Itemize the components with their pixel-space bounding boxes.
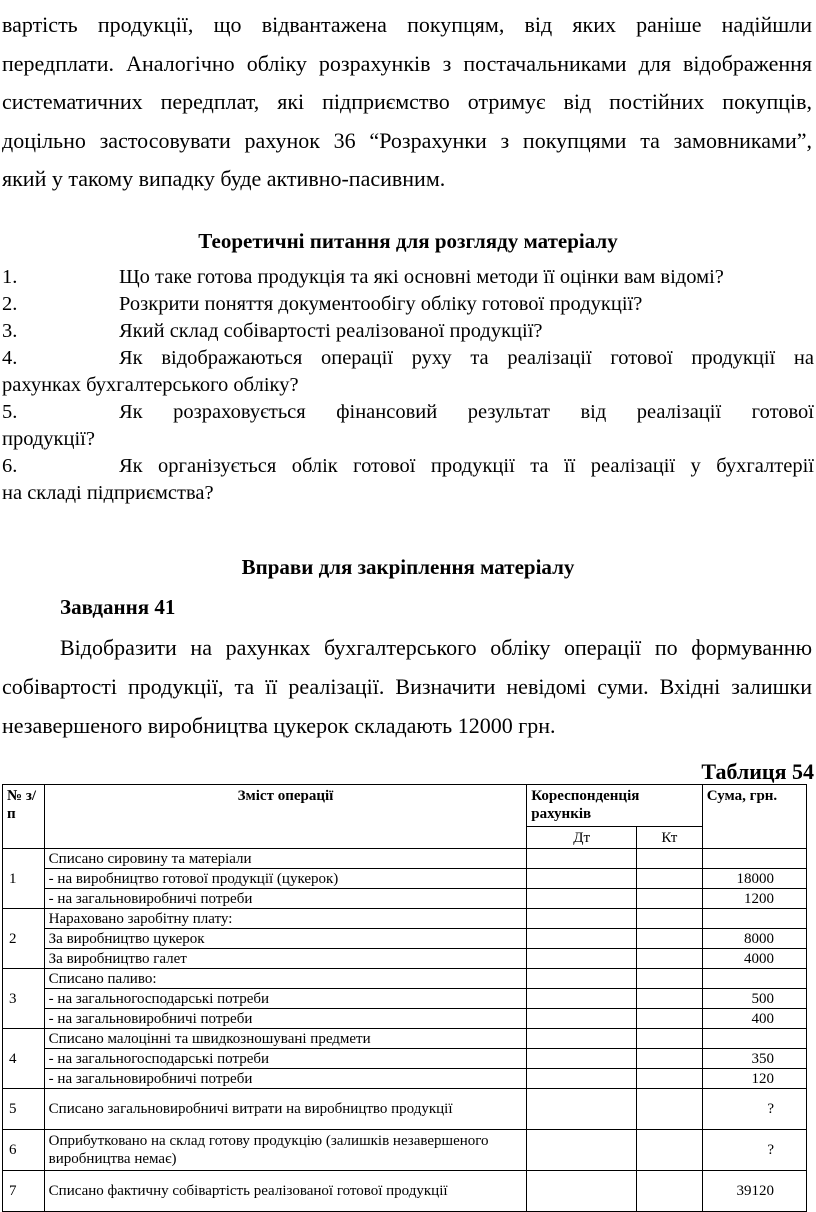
header-content: Зміст операції (44, 785, 527, 849)
sum-cell: 350 (702, 1049, 806, 1069)
task-title: Завдання 41 (60, 595, 176, 619)
table-header-row (3, 785, 807, 827)
question-list (2, 264, 814, 507)
intro-line: систематичних передплат, які підприємство отримує від постійних покупців, (2, 89, 812, 114)
table-row (3, 1049, 807, 1069)
table-row (3, 1009, 807, 1029)
operation-content: Нараховано заробітну плату: (44, 909, 527, 929)
debit-cell (527, 1069, 637, 1089)
task-paragraph (2, 628, 812, 745)
operation-content: - на загальновиробничі потреби (44, 1009, 527, 1029)
question-number: 2. (2, 293, 18, 315)
debit-cell (527, 1130, 637, 1171)
header-debit: Дт (527, 827, 637, 849)
debit-cell (527, 1089, 637, 1130)
table-row (3, 949, 807, 969)
intro-line: який у такому випадку буде активно-пасивним. (2, 166, 446, 191)
debit-cell (527, 1009, 637, 1029)
credit-cell (636, 989, 702, 1009)
debit-cell (527, 1029, 637, 1049)
operation-number: 5 (3, 1089, 45, 1130)
task-line: Відобразити на рахунках бухгалтерського обліку операції по формуванню (60, 635, 812, 660)
question-number: 3. (2, 320, 18, 342)
operation-content: Списано малоцінні та швидкозношувані предмети (44, 1029, 527, 1049)
credit-cell (636, 909, 702, 929)
table-caption: Таблиця 54 (701, 759, 814, 784)
table-row (3, 909, 807, 929)
question-item (2, 453, 814, 480)
operation-content: Списано сировину та матеріали (44, 849, 527, 869)
exercises-heading: Вправи для закріплення матеріалу (241, 555, 575, 579)
sum-cell: 500 (702, 989, 806, 1009)
operation-number: 1 (3, 849, 45, 909)
sum-cell: 400 (702, 1009, 806, 1029)
header-credit: Кт (636, 827, 702, 849)
header-number: № з/п (3, 785, 45, 849)
sum-cell: 4000 (702, 949, 806, 969)
table-row (3, 1029, 807, 1049)
credit-cell (636, 1069, 702, 1089)
debit-cell (527, 849, 637, 869)
question-item (2, 291, 814, 318)
credit-cell (636, 969, 702, 989)
operation-content: За виробництво цукерок (44, 929, 527, 949)
sum-cell: 120 (702, 1069, 806, 1089)
sum-cell: 39120 (702, 1171, 806, 1212)
operation-number: 6 (3, 1130, 45, 1171)
credit-cell (636, 1049, 702, 1069)
credit-cell (636, 1089, 702, 1130)
sum-cell (702, 909, 806, 929)
operation-content: - на загальновиробничі потреби (44, 889, 527, 909)
table-row (3, 889, 807, 909)
question-text: Як відображаються операції руху та реалізації готової продукції на (119, 347, 814, 369)
operation-content: - на виробництво готової продукції (цукерок) (44, 869, 527, 889)
debit-cell (527, 869, 637, 889)
operation-content: Списано паливо: (44, 969, 527, 989)
credit-cell (636, 1130, 702, 1171)
debit-cell (527, 1171, 637, 1212)
table-row (3, 849, 807, 869)
question-item (2, 345, 814, 372)
operation-number: 3 (3, 969, 45, 1029)
table-row (3, 869, 807, 889)
header-correspondence: Кореспонденція рахунків (527, 785, 702, 827)
table-row (3, 1089, 807, 1130)
task-line: незавершеного виробництва цукерок складають 12000 грн. (2, 713, 556, 738)
operation-content: Списано фактичну собівартість реалізованої готової продукції (44, 1171, 527, 1212)
operations-table (2, 784, 807, 1212)
question-item (2, 264, 814, 291)
question-item (2, 318, 814, 345)
question-number: 5. (2, 401, 18, 423)
operation-content: - на загальногосподарські потреби (44, 989, 527, 1009)
debit-cell (527, 949, 637, 969)
sum-cell: 18000 (702, 869, 806, 889)
debit-cell (527, 969, 637, 989)
debit-cell (527, 889, 637, 909)
sum-cell: ? (702, 1089, 806, 1130)
intro-line: доцільно застосовувати рахунок 36 “Розрахунки з покупцями та замовниками”, (2, 127, 812, 153)
intro-line: передплати. Аналогічно обліку розрахунків з постачальниками для відображення (2, 50, 812, 76)
question-text: Який склад собівартості реалізованої продукції? (119, 320, 543, 342)
question-text: Розкрити поняття документообігу обліку готової продукції? (119, 293, 643, 315)
operation-number: 2 (3, 909, 45, 969)
question-text: Що таке готова продукція та які основні методи її оцінки вам відомі? (119, 266, 724, 288)
sum-cell (702, 849, 806, 869)
intro-line: вартість продукції, що відвантажена покупцям, від яких раніше надійшли (2, 12, 812, 37)
operation-content: За виробництво галет (44, 949, 527, 969)
table-row (3, 1171, 807, 1212)
theory-heading: Теоретичні питання для розгляду матеріалу (198, 229, 618, 253)
debit-cell (527, 909, 637, 929)
debit-cell (527, 989, 637, 1009)
credit-cell (636, 949, 702, 969)
credit-cell (636, 929, 702, 949)
debit-cell (527, 929, 637, 949)
operation-number: 4 (3, 1029, 45, 1089)
intro-paragraph (2, 6, 812, 199)
operation-number: 7 (3, 1171, 45, 1212)
question-text-continued: на складі підприємства? (2, 482, 214, 504)
credit-cell (636, 849, 702, 869)
operation-content: - на загальногосподарські потреби (44, 1049, 527, 1069)
sum-cell: 1200 (702, 889, 806, 909)
sum-cell: 8000 (702, 929, 806, 949)
operation-content: Оприбутковано на склад готову продукцію (залишків незавершеного виробництва немає) (44, 1130, 527, 1171)
credit-cell (636, 869, 702, 889)
question-text: Як організується облік готової продукції та її реалізації у бухгалтерії (119, 455, 814, 477)
question-number: 6. (2, 455, 18, 477)
debit-cell (527, 1049, 637, 1069)
table-row (3, 989, 807, 1009)
sum-cell (702, 969, 806, 989)
question-text-continued: продукції? (2, 428, 95, 450)
question-text: Як розраховується фінансовий результат від реалізації готової (119, 401, 814, 423)
question-item (2, 399, 814, 426)
header-sum: Сума, грн. (702, 785, 806, 849)
table-row (3, 969, 807, 989)
question-number: 4. (2, 347, 18, 369)
task-line: собівартості продукції, та її реалізації. Визначити невідомі суми. Вхідні залишки (2, 674, 812, 699)
table-row (3, 1130, 807, 1171)
credit-cell (636, 889, 702, 909)
credit-cell (636, 1171, 702, 1212)
sum-cell (702, 1029, 806, 1049)
question-number: 1. (2, 266, 18, 288)
operation-content: Списано загальновиробничі витрати на виробництво продукції (44, 1089, 527, 1130)
table-row (3, 929, 807, 949)
credit-cell (636, 1029, 702, 1049)
question-text-continued: рахунках бухгалтерського обліку? (2, 374, 299, 396)
operation-content: - на загальновиробничі потреби (44, 1069, 527, 1089)
table-row (3, 1069, 807, 1089)
sum-cell: ? (702, 1130, 806, 1171)
table-body (3, 849, 807, 1212)
credit-cell (636, 1009, 702, 1029)
